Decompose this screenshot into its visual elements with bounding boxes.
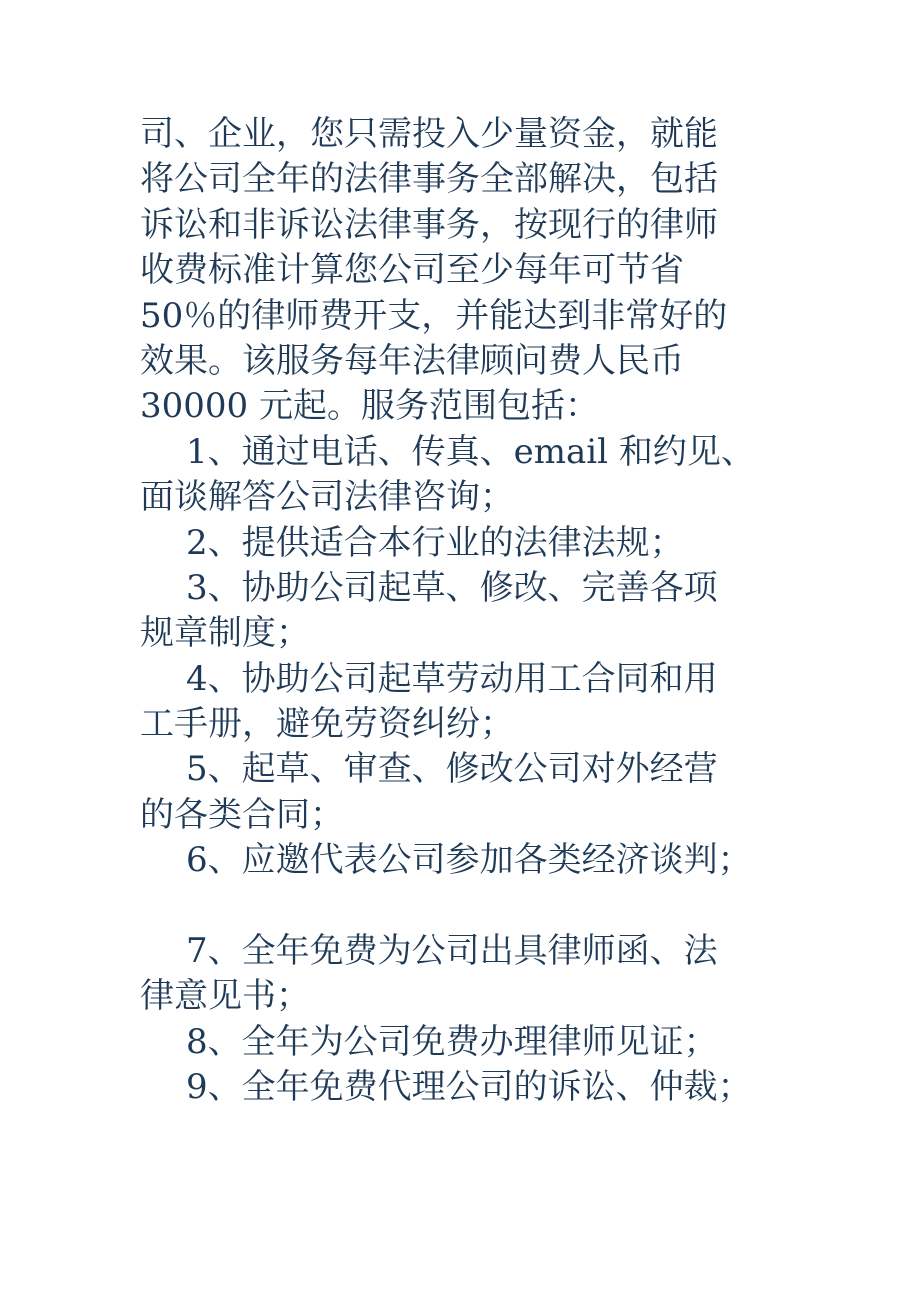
- list-item-4-continuation: 工手册，避免劳资纠纷；: [140, 704, 514, 745]
- list-item-9: 9、全年免费代理公司的诉讼、仲裁；: [186, 1067, 752, 1108]
- list-item-1: 1、通过电话、传真、email 和约见、: [186, 431, 755, 472]
- list-item-8: 8、全年为公司免费办理律师见证；: [186, 1021, 718, 1062]
- list-item-1-continuation: 面谈解答公司法律咨询；: [140, 477, 514, 518]
- paragraph-line: 收费标准计算您公司至少每年可节省: [140, 250, 684, 291]
- list-item-5: 5、起草、审查、修改公司对外经营: [186, 749, 718, 790]
- list-item-5-continuation: 的各类合同；: [140, 794, 344, 835]
- paragraph-line: 效果。该服务每年法律顾问费人民币: [140, 340, 684, 381]
- list-item-3: 3、协助公司起草、修改、完善各项: [186, 567, 718, 608]
- list-item-7: 7、全年免费为公司出具律师函、法: [186, 931, 718, 972]
- list-item-4: 4、协助公司起草劳动用工合同和用: [186, 658, 718, 699]
- document-body: [140, 112, 780, 1111]
- paragraph-line: 司、企业，您只需投入少量资金，就能: [140, 114, 718, 154]
- paragraph-line: 将公司全年的法律事务全部解决，包括: [140, 159, 718, 200]
- list-item-6: 6、应邀代表公司参加各类经济谈判；: [186, 840, 752, 881]
- paragraph-line: 诉讼和非诉讼法律事务，按现行的律师: [140, 204, 718, 245]
- paragraph-line: 30000 元起。服务范围包括：: [140, 386, 599, 427]
- list-item-2: 2、提供适合本行业的法律法规；: [186, 522, 684, 563]
- paragraph-line: 50％的律师费开支，并能达到非常好的: [140, 295, 728, 336]
- list-item-3-continuation: 规章制度；: [140, 613, 310, 654]
- blank-line: [140, 884, 780, 929]
- list-item-7-continuation: 律意见书；: [140, 976, 310, 1017]
